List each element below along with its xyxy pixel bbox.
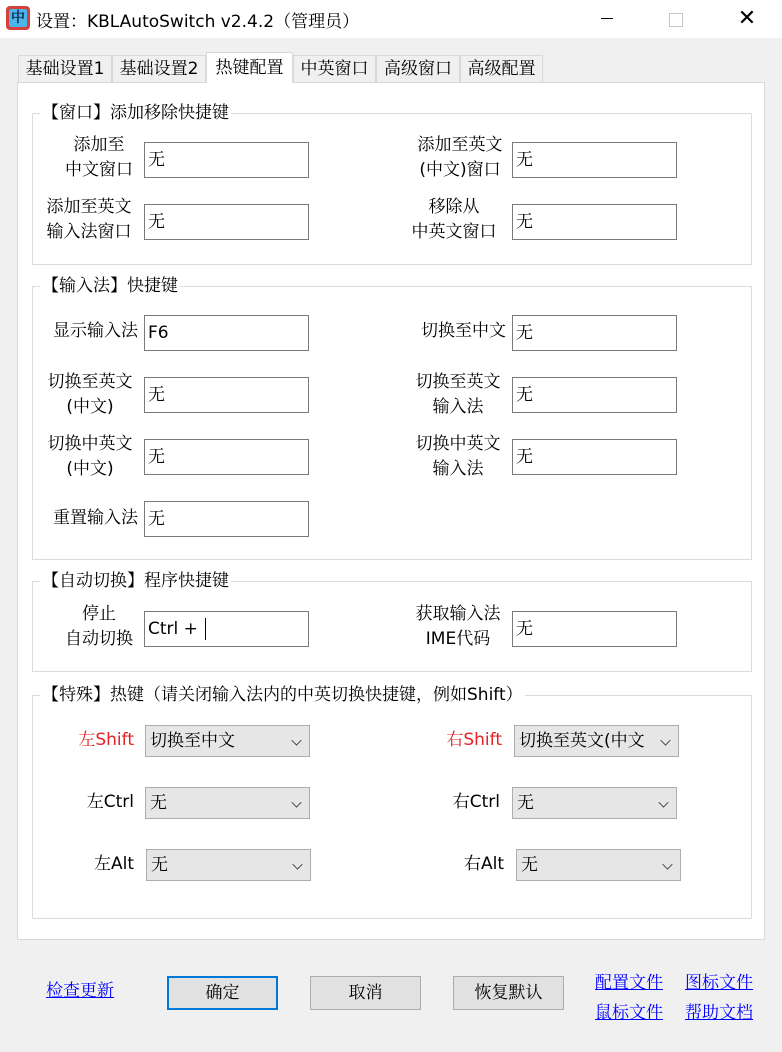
remove-window-hotkey-input[interactable]: 无	[512, 204, 677, 240]
toggle-cn-en-cn-hotkey-input[interactable]: 无	[144, 439, 309, 475]
add-cn-window-hotkey-input[interactable]: 无	[144, 142, 309, 178]
check-update-link[interactable]: 检查更新	[46, 981, 114, 1001]
restore-default-button[interactable]: 恢复默认	[453, 976, 564, 1010]
maximize-button	[652, 0, 698, 38]
window-title: 设置：KBLAutoSwitch v2.4.2（管理员）	[36, 12, 360, 32]
chevron-down-icon	[291, 735, 301, 745]
switch-cn-label: 切换至中文	[421, 321, 506, 341]
cancel-button[interactable]: 取消	[310, 976, 421, 1010]
toggle-cn-en-ime-label: 切换中英文 输入法	[415, 434, 501, 479]
app-icon	[6, 6, 30, 30]
minimize-button[interactable]	[584, 0, 630, 38]
get-ime-code-hotkey-input[interactable]: 无	[512, 611, 677, 647]
group-title: 【窗口】添加移除快捷键	[42, 103, 229, 123]
title-bar	[0, 0, 782, 38]
chevron-down-icon	[662, 859, 672, 869]
left-alt-label: 左Alt	[93, 854, 134, 874]
ok-button[interactable]: 确定	[167, 976, 278, 1010]
add-en-cn-window-label: 添加至英文 (中文)窗口	[417, 135, 503, 180]
add-en-ime-window-label: 添加至英文 输入法窗口	[46, 197, 132, 242]
group-title: 【输入法】快捷键	[42, 276, 178, 296]
chevron-down-icon	[291, 797, 301, 807]
stop-auto-switch-label: 停止 自动切换	[65, 604, 133, 649]
right-shift-select[interactable]: 切换至英文(中文	[514, 725, 679, 757]
left-shift-label: 左Shift	[78, 730, 134, 750]
switch-en-cn-hotkey-input[interactable]: 无	[144, 377, 309, 413]
app-icon-glyph: 中	[11, 10, 25, 26]
reset-ime-label: 重置输入法	[53, 508, 138, 528]
reset-ime-hotkey-input[interactable]: 无	[144, 501, 309, 537]
tab-panel	[17, 82, 765, 940]
remove-window-label: 移除从 中英文窗口	[411, 197, 497, 242]
switch-cn-hotkey-input[interactable]: 无	[512, 315, 677, 351]
add-cn-window-label: 添加至 中文窗口	[65, 135, 133, 180]
switch-en-cn-label: 切换至英文 (中文)	[47, 372, 133, 417]
switch-en-ime-label: 切换至英文 输入法	[415, 372, 501, 417]
close-button[interactable]: ✕	[737, 6, 757, 31]
text-caret	[205, 618, 206, 640]
tab-advanced-window[interactable]: 高级窗口	[376, 55, 460, 82]
tab-basic-settings-1[interactable]: 基础设置1	[18, 55, 112, 82]
group-title: 【特殊】热键（请关闭输入法内的中英切换快捷键，例如Shift）	[42, 685, 523, 705]
left-ctrl-select[interactable]: 无	[145, 787, 310, 819]
switch-en-ime-hotkey-input[interactable]: 无	[512, 377, 677, 413]
right-alt-select[interactable]: 无	[516, 849, 681, 881]
right-ctrl-select[interactable]: 无	[512, 787, 677, 819]
group-title: 【自动切换】程序快捷键	[42, 571, 229, 591]
show-ime-label: 显示输入法	[53, 321, 138, 341]
help-doc-link[interactable]: 帮助文档	[685, 1003, 753, 1023]
config-file-link[interactable]: 配置文件	[595, 973, 663, 993]
right-shift-label: 右Shift	[446, 730, 502, 750]
cursor-file-link[interactable]: 鼠标文件	[595, 1003, 663, 1023]
add-en-cn-window-hotkey-input[interactable]: 无	[512, 142, 677, 178]
left-alt-select[interactable]: 无	[146, 849, 311, 881]
left-ctrl-label: 左Ctrl	[86, 792, 134, 812]
tab-advanced-config[interactable]: 高级配置	[460, 55, 543, 82]
show-ime-hotkey-input[interactable]: F6	[144, 315, 309, 351]
chevron-down-icon	[292, 859, 302, 869]
chevron-down-icon	[658, 797, 668, 807]
tab-cn-en-window[interactable]: 中英窗口	[293, 55, 376, 82]
right-ctrl-label: 右Ctrl	[452, 792, 500, 812]
add-en-ime-window-hotkey-input[interactable]: 无	[144, 204, 309, 240]
icon-file-link[interactable]: 图标文件	[685, 973, 753, 993]
tab-basic-settings-2[interactable]: 基础设置2	[112, 55, 206, 82]
left-shift-select[interactable]: 切换至中文	[145, 725, 310, 757]
get-ime-code-label: 获取输入法 IME代码	[415, 604, 501, 649]
right-alt-label: 右Alt	[463, 854, 504, 874]
toggle-cn-en-cn-label: 切换中英文 (中文)	[47, 434, 133, 479]
chevron-down-icon	[660, 735, 670, 745]
toggle-cn-en-ime-hotkey-input[interactable]: 无	[512, 439, 677, 475]
stop-auto-switch-hotkey-input[interactable]: Ctrl +	[144, 611, 309, 647]
tab-hotkey-config[interactable]: 热键配置	[206, 52, 293, 83]
